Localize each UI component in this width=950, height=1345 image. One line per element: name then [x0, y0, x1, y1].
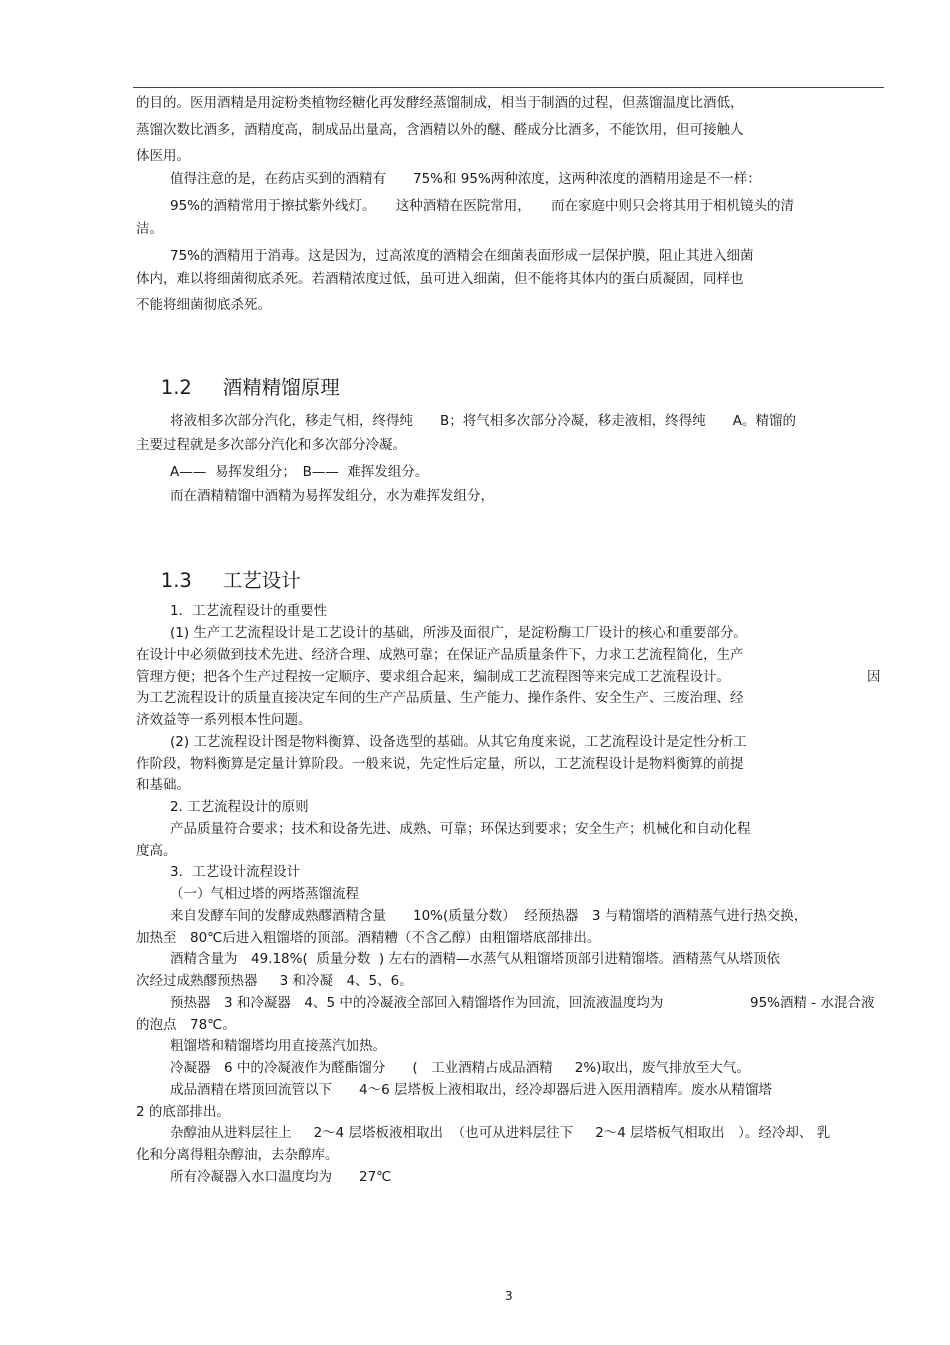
- text-line: 95%酒精 - 水混合液: [750, 995, 875, 1011]
- text-line: 次经过成熟醪预热器 3 和冷凝 4、5、6。: [136, 973, 413, 989]
- text-line: 1．工艺流程设计的重要性: [170, 603, 328, 619]
- header-rule: [133, 87, 884, 88]
- text-line: 3．工艺设计流程设计: [170, 864, 301, 880]
- text-line: 95%的酒精常用于擦拭紫外线灯。 这种酒精在医院常用， 而在家庭中则只会将其用于相机镜头的清: [170, 198, 795, 214]
- text-line: 酒精含量为 49.18%( 质量分数 ) 左右的酒精—水蒸气从粗馏塔顶部引进精馏塔。酒精蒸气从塔顶依: [170, 951, 780, 967]
- text-line: 体内，难以将细菌彻底杀死。若酒精浓度过低，虽可进入细菌，但不能将其体内的蛋白质凝固，同样也: [136, 271, 744, 287]
- text-line: 因: [867, 669, 881, 685]
- text-line: 的泡点 78℃。: [136, 1017, 236, 1033]
- text-line: 的目的。医用酒精是用淀粉类植物经糖化再发酵经蒸馏制成，相当于制酒的过程，但蒸馏温度比酒低，: [136, 95, 744, 111]
- text-line: 将液相多次部分汽化，移走气相，终得纯 B；将气相多次部分冷凝，移走液相，终得纯 A。精馏的: [170, 413, 796, 429]
- text-line: 度高。: [136, 843, 177, 859]
- text-line: 为工艺流程设计的质量直接决定车间的生产产品质量、生产能力、操作条件、安全生产、三废治理、经: [136, 690, 744, 706]
- page-number: 3: [505, 1289, 513, 1303]
- text-line: 值得注意的是，在药店买到的酒精有 75%和 95%两种浓度，这两种浓度的酒精用途是不一样：: [170, 171, 761, 187]
- text-line: 济效益等一系列根本性问题。: [136, 712, 312, 728]
- text-line: 2. 工艺流程设计的原则: [170, 799, 309, 815]
- text-line: 体医用。: [136, 148, 190, 164]
- text-line: 作阶段，物料衡算是定量计算阶段。一般来说，先定性后定量，所以，工艺流程设计是物料衡算的前提: [136, 756, 744, 772]
- text-line: 在设计中必须做到技术先进、经济合理、成熟可靠；在保证产品质量条件下，力求工艺流程简化，生产: [136, 647, 744, 663]
- text-line: 杂醇油从进料层往上 2～4 层塔板液相取出 （也可从进料层往下 2～4 层塔板气相取出 ）。经冷却、 乳: [170, 1125, 831, 1141]
- text-line: (2) 工艺流程设计图是物料衡算、设备选型的基础。从其它角度来说，工艺流程设计是定性分析工: [170, 734, 747, 750]
- text-line: 粗馏塔和精馏塔均用直接蒸汽加热。: [170, 1038, 386, 1054]
- text-line: 产品质量符合要求；技术和设备先进、成熟、可靠；环保达到要求；安全生产；机械化和自动化程: [170, 821, 751, 837]
- text-line: 所有冷凝器入水口温度均为 27℃: [170, 1169, 392, 1185]
- text-line: 而在酒精精馏中酒精为易挥发组分，水为难挥发组分，: [170, 488, 494, 504]
- text-line: 不能将细菌彻底杀死。: [136, 297, 271, 313]
- text-line: 洁。: [136, 221, 163, 237]
- text-line: 管理方便；把各个生产过程按一定顺序、要求组合起来，编制成工艺流程图等来完成工艺流程设计。: [136, 669, 730, 685]
- text-line: 和基础。: [136, 777, 190, 793]
- text-line: 来自发酵车间的发酵成熟醪酒精含量 10%(质量分数） 经预热器 3 与精馏塔的酒精蒸气进行热交换，: [170, 908, 808, 924]
- text-line: (1) 生产工艺流程设计是工艺设计的基础，所涉及面很广，是淀粉酶工厂设计的核心和重要部分。: [170, 625, 747, 641]
- section-title: 酒精精馏原理: [222, 376, 340, 399]
- text-line: 化和分离得粗杂醇油，去杂醇库。: [136, 1147, 339, 1163]
- section-title: 工艺设计: [222, 569, 301, 592]
- text-line: 蒸馏次数比酒多，酒精度高，制成品出量高，含酒精以外的醚、醛成分比酒多，不能饮用，但可接触人: [136, 122, 744, 138]
- text-line: A—— 易挥发组分； B—— 难挥发组分。: [170, 464, 429, 480]
- text-line: 冷凝器 6 中的冷凝液作为醛酯馏分 ( 工业酒精占成品酒精 2%)取出，废气排放至大气。: [170, 1060, 750, 1076]
- section-number: 1.3: [160, 569, 192, 592]
- text-line: 2 的底部排出。: [136, 1104, 230, 1120]
- text-line: 预热器 3 和冷凝器 4、5 中的冷凝液全部回入精馏塔作为回流，回流液温度均为: [170, 995, 664, 1011]
- text-line: （一）气相过塔的两塔蒸馏流程: [170, 886, 359, 902]
- text-line: 75%的酒精用于消毒。这是因为，过高浓度的酒精会在细菌表面形成一层保护膜，阻止其进入细菌: [170, 248, 754, 264]
- text-line: 加热至 80℃后进入粗馏塔的顶部。酒精糟（不含乙醇）由粗馏塔底部排出。: [136, 930, 601, 946]
- section-number: 1.2: [160, 376, 192, 399]
- text-line: 成品酒精在塔顶回流管以下 4～6 层塔板上液相取出，经冷却器后进入医用酒精库。废水从精馏塔: [170, 1082, 772, 1098]
- text-line: 主要过程就是多次部分汽化和多次部分冷凝。: [136, 437, 406, 453]
